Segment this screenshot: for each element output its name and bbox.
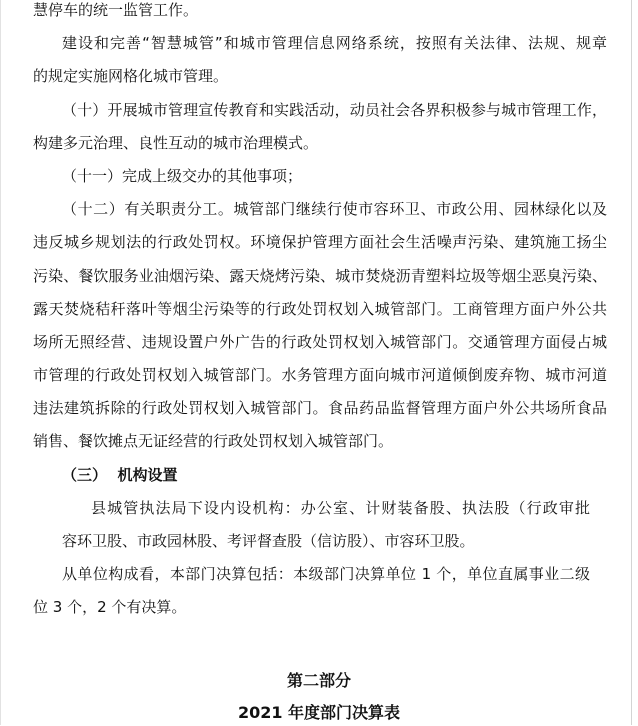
paragraph-line: 从单位构成看，本部门决算包括：本级部门决算单位 1 个，单位直属事业二级 bbox=[62, 565, 590, 584]
paragraph-line: 建设和完善“智慧城管”和城市管理信息网络系统，按照有关法律、法规、规章 bbox=[62, 34, 607, 53]
paragraph-line: 慧停车的统一监管工作。 bbox=[33, 1, 199, 19]
section-heading: （三） 机构设置 bbox=[62, 465, 178, 484]
paragraph-line: 污染、餐饮服务业油烟污染、露天烧烤污染、城市焚烧沥青塑料垃圾等烟尘恶臭污染、 bbox=[33, 266, 607, 285]
paragraph-line: （十二）有关职责分工。城管部门继续行使市容环卫、市政公用、园林绿化以及 bbox=[62, 200, 607, 219]
paragraph-line: 场所无照经营、违规设置户外广告的行政处罚权划入城管部门。交通管理方面侵占城 bbox=[33, 332, 607, 351]
table-title: 2021 年度部门决算表 bbox=[237, 703, 401, 722]
part-title: 第二部分 bbox=[286, 671, 351, 690]
paragraph-line: 市管理的行政处罚权划入城管部门。水务管理方面向城市河道倾倒废弃物、城市河道 bbox=[33, 366, 607, 385]
paragraph-line: 位 3 个，2 个有决算。 bbox=[33, 598, 187, 617]
page-edge-right bbox=[631, 0, 632, 725]
paragraph-line: 容环卫股、市政园林股、考评督查股（信访股）、市容环卫股。 bbox=[62, 532, 475, 550]
paragraph-line: 构建多元治理、良性互动的城市治理模式。 bbox=[33, 133, 319, 152]
paragraph-line: 销售、餐饮摊点无证经营的行政处罚权划入城管部门。 bbox=[33, 432, 394, 451]
paragraph-line: （十一）完成上级交办的其他事项； bbox=[62, 166, 303, 185]
paragraph-line: 违反城乡规划法的行政处罚权。环境保护管理方面社会生活噪声污染、建筑施工扬尘 bbox=[33, 233, 607, 252]
paragraph-line: 违法建筑拆除的行政处罚权划入城管部门。食品药品监督管理方面户外公共场所食品 bbox=[33, 399, 607, 418]
paragraph-line: （十）开展城市管理宣传教育和实践活动，动员社会各界积极参与城市管理工作， bbox=[62, 100, 607, 119]
paragraph-line: 露天焚烧秸秆落叶等烟尘污染等的行政处罚权划入城管部门。工商管理方面户外公共 bbox=[33, 299, 607, 318]
paragraph-line: 的规定实施网格化城市管理。 bbox=[33, 67, 229, 86]
paragraph-line: 县城管执法局下设内设机构：办公室、计财装备股、执法股（行政审批 bbox=[91, 498, 590, 517]
